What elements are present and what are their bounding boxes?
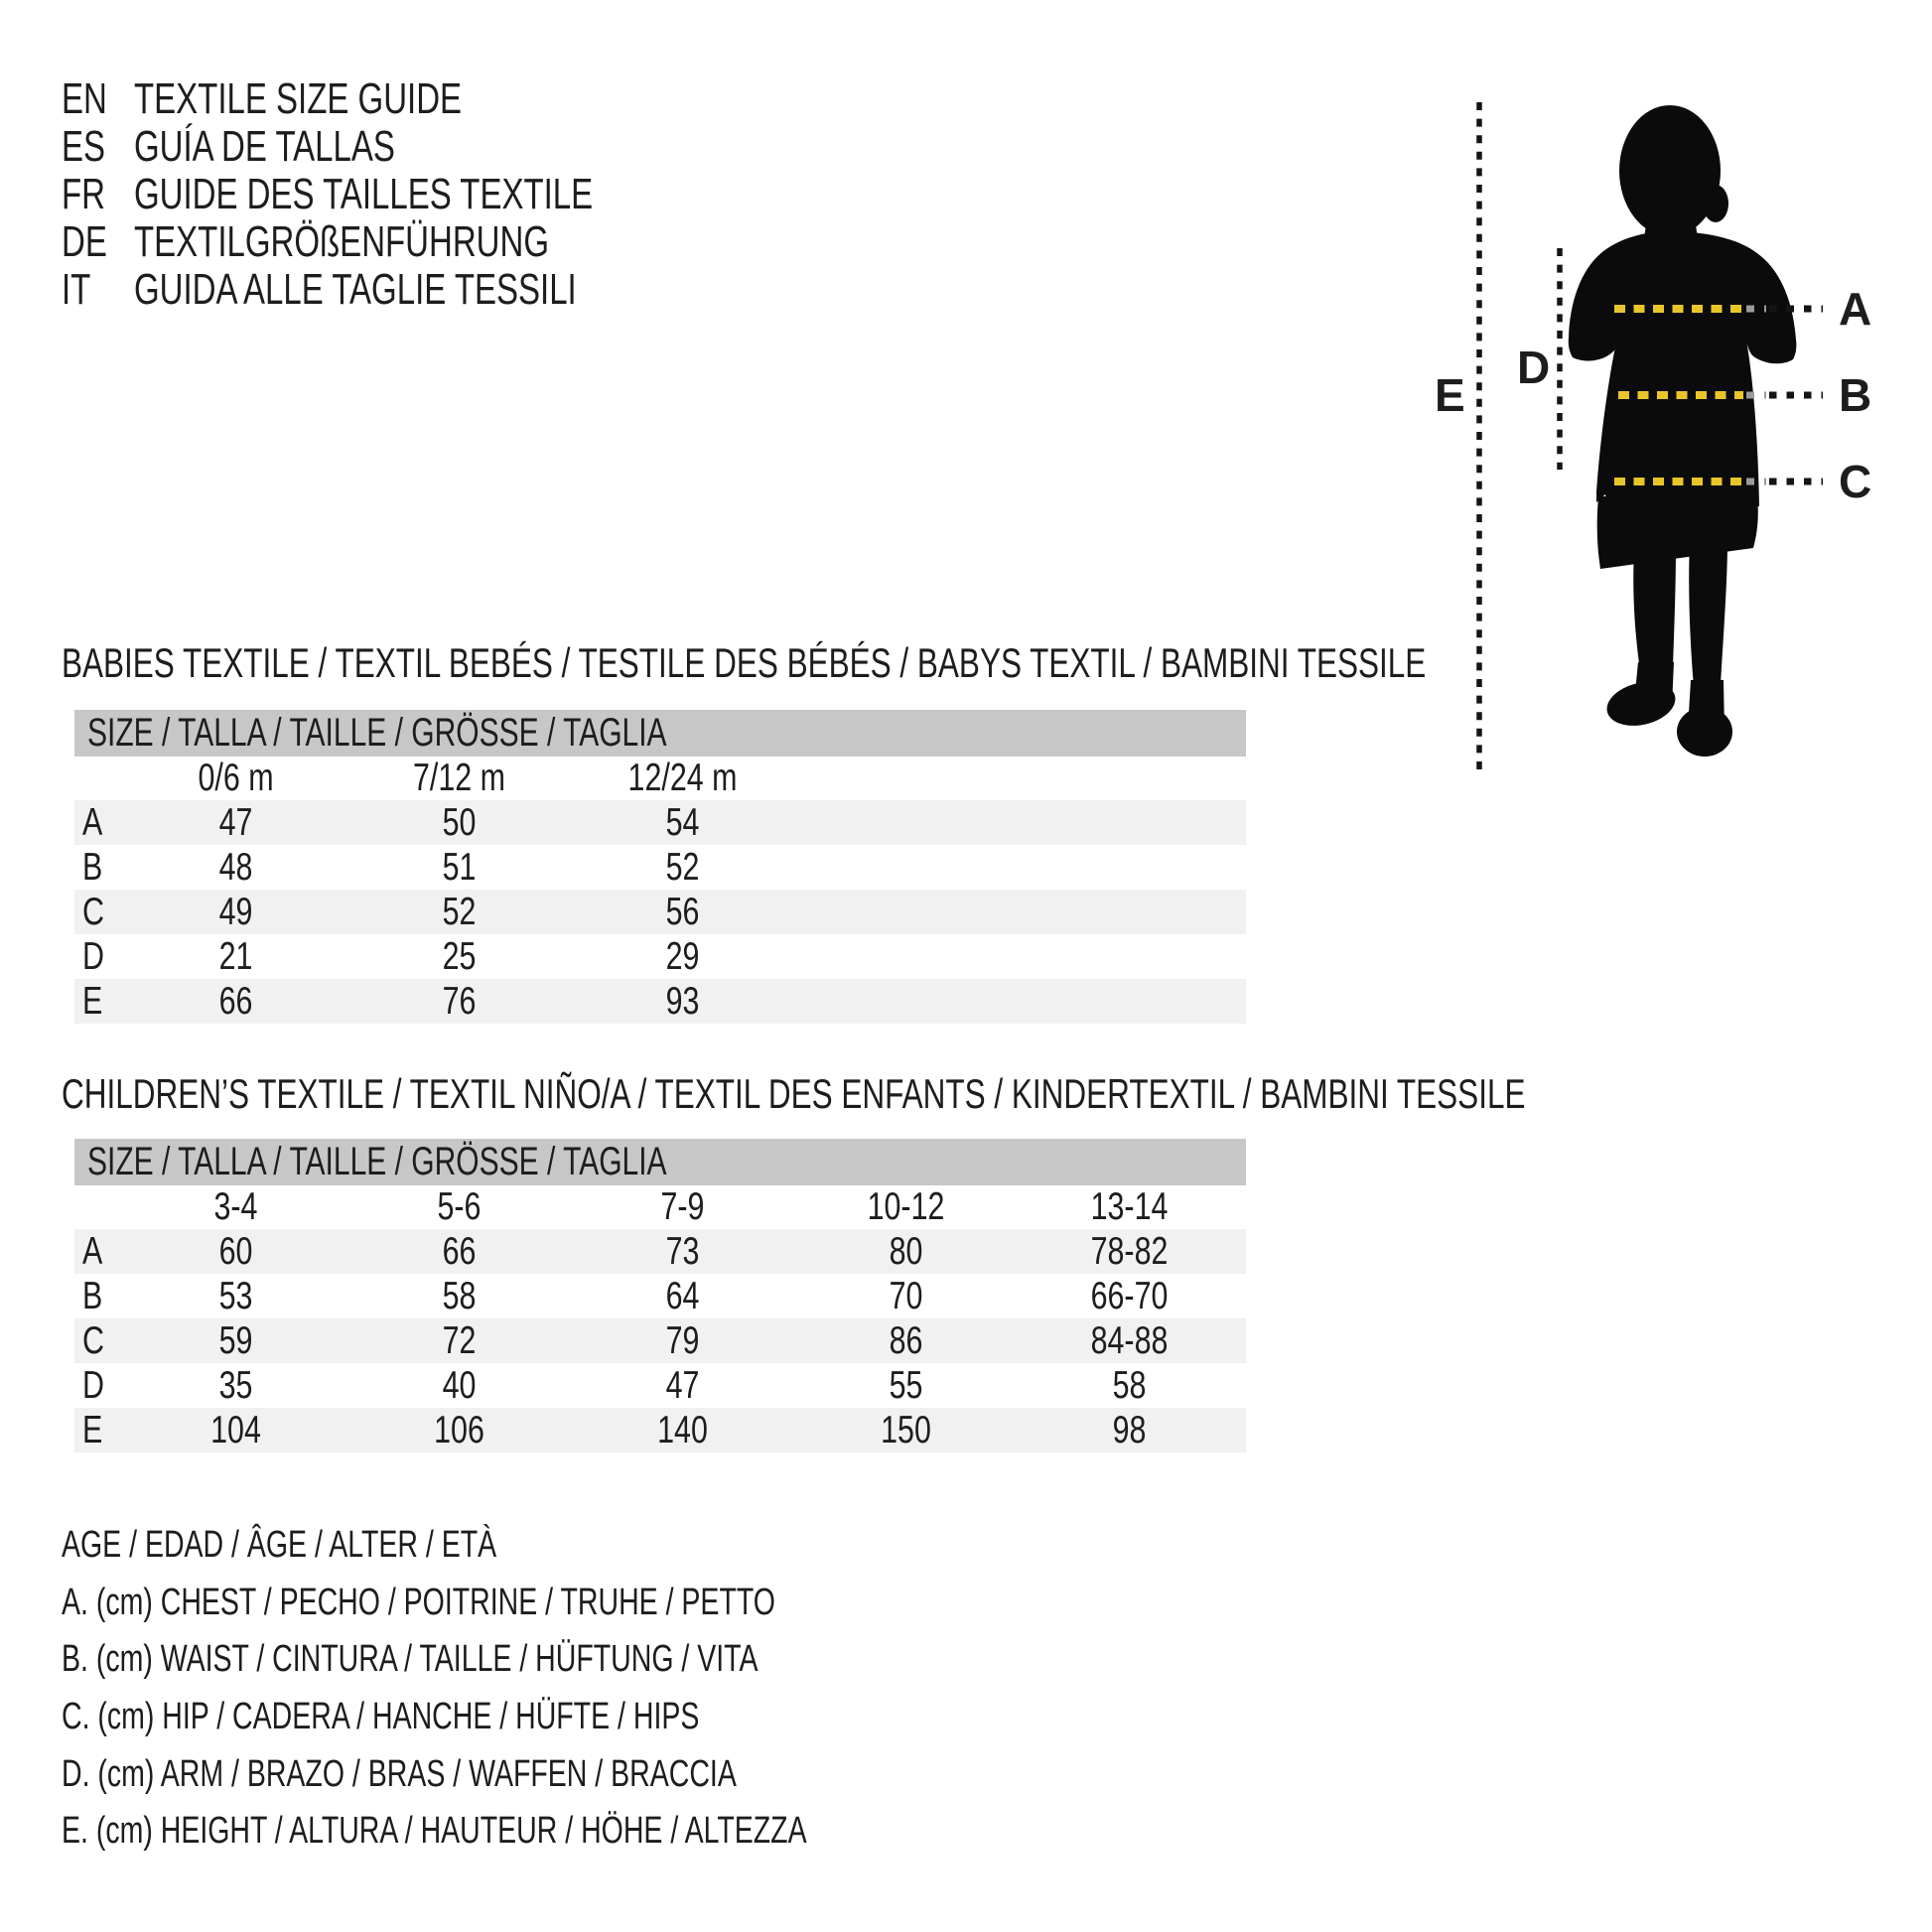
- row-label-text: D: [82, 934, 104, 978]
- legend-line: [62, 1517, 1055, 1575]
- language-title: [134, 74, 571, 124]
- column-header: [124, 757, 347, 800]
- cell-text: 70: [889, 1274, 923, 1317]
- row-label-text: A: [82, 800, 103, 844]
- cell-text: 58: [442, 1274, 477, 1317]
- row-label-text: E: [82, 1408, 103, 1451]
- cell-value: [794, 1409, 1018, 1452]
- table-row: [74, 1229, 1246, 1274]
- cell-text: 66-70: [1090, 1274, 1169, 1317]
- cell-text: 48: [218, 845, 253, 889]
- measurement-legend: [62, 1517, 1055, 1861]
- table-row: [74, 1408, 1246, 1452]
- cell-text: 93: [665, 979, 700, 1023]
- table-header: [74, 1139, 1246, 1185]
- table-row: [74, 800, 1246, 845]
- language-title: [134, 122, 483, 172]
- legend-text: B. (cm) WAIST / CINTURA / TAILLE / HÜFTUNG / VITA: [62, 1638, 759, 1681]
- cell-value: [794, 1319, 1018, 1363]
- column-header: [571, 1185, 794, 1229]
- language-row: [62, 218, 746, 266]
- label-b: B: [1839, 369, 1872, 421]
- cell-value: [124, 1364, 347, 1408]
- cell-value: [571, 1230, 794, 1274]
- column-header-text: 7/12 m: [412, 757, 505, 799]
- label-e: E: [1435, 369, 1465, 421]
- cell-text: 54: [665, 800, 700, 844]
- column-header-text: 12/24 m: [627, 757, 738, 799]
- cell-text: 84-88: [1090, 1318, 1169, 1362]
- language-title-text: GUIDA ALLE TAGLIE TESSILI: [134, 265, 577, 314]
- language-code-text: DE: [62, 217, 107, 266]
- cell-text: 80: [889, 1229, 923, 1273]
- table-row: [74, 979, 1246, 1024]
- cell-value: [571, 1275, 794, 1318]
- cell-value: [571, 801, 794, 845]
- cell-value: [124, 1275, 347, 1318]
- cell-text: 59: [218, 1318, 253, 1362]
- cell-text: 76: [442, 979, 477, 1023]
- cell-text: 50: [442, 800, 477, 844]
- cell-text: 49: [218, 890, 253, 933]
- column-header-row: [74, 757, 1246, 800]
- size-table-babies: [74, 710, 1246, 1024]
- cell-value: [1018, 1364, 1241, 1408]
- label-d: D: [1517, 342, 1551, 393]
- cell-value: [124, 1319, 347, 1363]
- cell-value: [571, 1409, 794, 1452]
- language-row: [62, 75, 746, 123]
- cell-value: [347, 1230, 571, 1274]
- cell-text: 66: [218, 979, 253, 1023]
- cell-text: 66: [442, 1229, 477, 1273]
- cell-text: 64: [665, 1274, 700, 1317]
- cell-text: 40: [442, 1363, 477, 1407]
- cell-value: [571, 1319, 794, 1363]
- column-header: [571, 757, 794, 800]
- row-label: [74, 1275, 124, 1318]
- cell-value: [124, 891, 347, 934]
- column-header: [347, 1185, 571, 1229]
- language-list: [62, 75, 746, 314]
- cell-value: [1018, 1409, 1241, 1452]
- table-row: [74, 934, 1246, 979]
- language-code: [62, 217, 134, 267]
- table-row: [74, 1274, 1246, 1318]
- cell-value: [347, 935, 571, 979]
- column-header-text: 0/6 m: [198, 757, 274, 799]
- row-label: [74, 1319, 124, 1363]
- legend-text: AGE / EDAD / ÂGE / ALTER / ETÀ: [62, 1524, 497, 1567]
- cell-text: 58: [1112, 1363, 1147, 1407]
- column-header-text: 10-12: [867, 1185, 945, 1228]
- cell-text: 47: [665, 1363, 700, 1407]
- language-code-text: ES: [62, 122, 106, 171]
- language-code: [62, 170, 134, 219]
- language-code: [62, 265, 134, 315]
- cell-value: [124, 1230, 347, 1274]
- legend-line: [62, 1575, 1055, 1632]
- silhouette-right-shoe: [1677, 707, 1732, 757]
- column-header-text: 13-14: [1090, 1185, 1169, 1228]
- language-row: [62, 171, 746, 218]
- row-label-text: D: [82, 1363, 104, 1407]
- cell-text: 106: [434, 1408, 484, 1451]
- column-header-row: [74, 1185, 1246, 1229]
- cell-value: [571, 891, 794, 934]
- cell-text: 86: [889, 1318, 923, 1362]
- row-label: [74, 1230, 124, 1274]
- cell-text: 53: [218, 1274, 253, 1317]
- language-code-text: EN: [62, 74, 107, 123]
- legend-text: E. (cm) HEIGHT / ALTURA / HAUTEUR / HÖHE / ALTEZZA: [62, 1810, 807, 1853]
- language-title-text: TEXTILGRÖßENFÜHRUNG: [134, 217, 550, 266]
- size-table-children: [74, 1139, 1246, 1452]
- row-label-text: C: [82, 1318, 104, 1362]
- label-c: C: [1839, 456, 1872, 507]
- label-a: A: [1839, 283, 1872, 335]
- legend-line: [62, 1689, 1055, 1746]
- cell-value: [794, 1275, 1018, 1318]
- language-title-text: GUIDE DES TAILLES TEXTILE: [134, 170, 594, 218]
- cell-text: 52: [442, 890, 477, 933]
- row-label: [74, 1409, 124, 1452]
- silhouette-shirt: [1569, 231, 1797, 506]
- cell-value: [571, 935, 794, 979]
- column-header: [1018, 1185, 1241, 1229]
- cell-value: [347, 1275, 571, 1318]
- silhouette-shorts: [1597, 496, 1758, 569]
- column-header-text: 3-4: [213, 1185, 258, 1228]
- table-row: [74, 1318, 1246, 1363]
- section-title-children: [62, 1070, 1932, 1117]
- cell-value: [347, 1409, 571, 1452]
- cell-value: [124, 980, 347, 1024]
- cell-value: [794, 1230, 1018, 1274]
- table-header-text: SIZE / TALLA / TAILLE / GRÖSSE / TAGLIA: [87, 711, 667, 755]
- cell-text: 47: [218, 800, 253, 844]
- cell-text: 104: [210, 1408, 261, 1451]
- cell-text: 25: [442, 934, 477, 978]
- legend-text: A. (cm) CHEST / PECHO / POITRINE / TRUHE / PETTO: [62, 1581, 775, 1623]
- cell-text: 35: [218, 1363, 253, 1407]
- table-header: [74, 710, 1246, 757]
- legend-line: [62, 1745, 1055, 1803]
- row-label-text: A: [82, 1229, 103, 1273]
- cell-text: 51: [442, 845, 477, 889]
- cell-value: [571, 1364, 794, 1408]
- language-code-text: FR: [62, 170, 105, 218]
- row-label: [74, 801, 124, 845]
- language-title: [134, 217, 687, 267]
- cell-value: [124, 846, 347, 890]
- row-label: [74, 891, 124, 934]
- column-header: [794, 1185, 1018, 1229]
- cell-text: 140: [657, 1408, 708, 1451]
- cell-text: 52: [665, 845, 700, 889]
- table-row: [74, 845, 1246, 890]
- cell-text: 78-82: [1090, 1229, 1169, 1273]
- cell-text: 72: [442, 1318, 477, 1362]
- cell-value: [347, 891, 571, 934]
- row-label: [74, 980, 124, 1024]
- cell-text: 55: [889, 1363, 923, 1407]
- language-row: [62, 266, 746, 314]
- cell-text: 79: [665, 1318, 700, 1362]
- legend-line: [62, 1803, 1055, 1861]
- language-title: [134, 265, 724, 315]
- table-row: [74, 890, 1246, 934]
- cell-text: 21: [218, 934, 253, 978]
- language-title-text: TEXTILE SIZE GUIDE: [134, 74, 463, 123]
- cell-value: [347, 846, 571, 890]
- table-header-text: SIZE / TALLA / TAILLE / GRÖSSE / TAGLIA: [87, 1140, 667, 1183]
- cell-text: 29: [665, 934, 700, 978]
- cell-text: 56: [665, 890, 700, 933]
- row-label-text: B: [82, 1274, 103, 1317]
- language-code-text: IT: [62, 265, 91, 314]
- cell-value: [347, 980, 571, 1024]
- legend-text: D. (cm) ARM / BRAZO / BRAS / WAFFEN / BRACCIA: [62, 1752, 737, 1795]
- table-row: [74, 1363, 1246, 1408]
- row-label-text: E: [82, 979, 103, 1023]
- section-title-children-text: CHILDREN’S TEXTILE / TEXTIL NIÑO/A / TEXTIL DES ENFANTS / KINDERTEXTIL / BAMBINI TESSILE: [62, 1070, 1526, 1117]
- language-title-text: GUÍA DE TALLAS: [134, 122, 395, 171]
- cell-value: [124, 935, 347, 979]
- column-header: [347, 757, 571, 800]
- cell-value: [1018, 1319, 1241, 1363]
- row-label: [74, 1364, 124, 1408]
- cell-value: [347, 801, 571, 845]
- language-row: [62, 123, 746, 171]
- cell-value: [571, 980, 794, 1024]
- row-label: [74, 935, 124, 979]
- cell-text: 150: [881, 1408, 931, 1451]
- column-header-text: 5-6: [437, 1185, 482, 1228]
- measurement-figure: [1430, 84, 1932, 789]
- cell-text: 60: [218, 1229, 253, 1273]
- row-label: [74, 846, 124, 890]
- cell-value: [794, 1364, 1018, 1408]
- language-code: [62, 122, 134, 172]
- cell-text: 73: [665, 1229, 700, 1273]
- row-label-text: B: [82, 845, 103, 889]
- legend-line: [62, 1631, 1055, 1689]
- row-label-text: C: [82, 890, 104, 933]
- silhouette-ear: [1703, 185, 1728, 222]
- section-title-babies-text: BABIES TEXTILE / TEXTIL BEBÉS / TESTILE DES BÉBÉS / BABYS TEXTIL / BAMBINI TESSILE: [62, 639, 1427, 686]
- cell-value: [124, 801, 347, 845]
- section-title-babies: [62, 639, 1880, 686]
- cell-value: [1018, 1230, 1241, 1274]
- language-title: [134, 170, 746, 219]
- cell-value: [571, 846, 794, 890]
- legend-text: C. (cm) HIP / CADERA / HANCHE / HÜFTE / HIPS: [62, 1696, 700, 1738]
- cell-value: [347, 1319, 571, 1363]
- column-header: [124, 1185, 347, 1229]
- cell-value: [124, 1409, 347, 1452]
- cell-value: [1018, 1275, 1241, 1318]
- cell-text: 98: [1112, 1408, 1147, 1451]
- language-code: [62, 74, 134, 124]
- column-header-text: 7-9: [660, 1185, 705, 1228]
- cell-value: [347, 1364, 571, 1408]
